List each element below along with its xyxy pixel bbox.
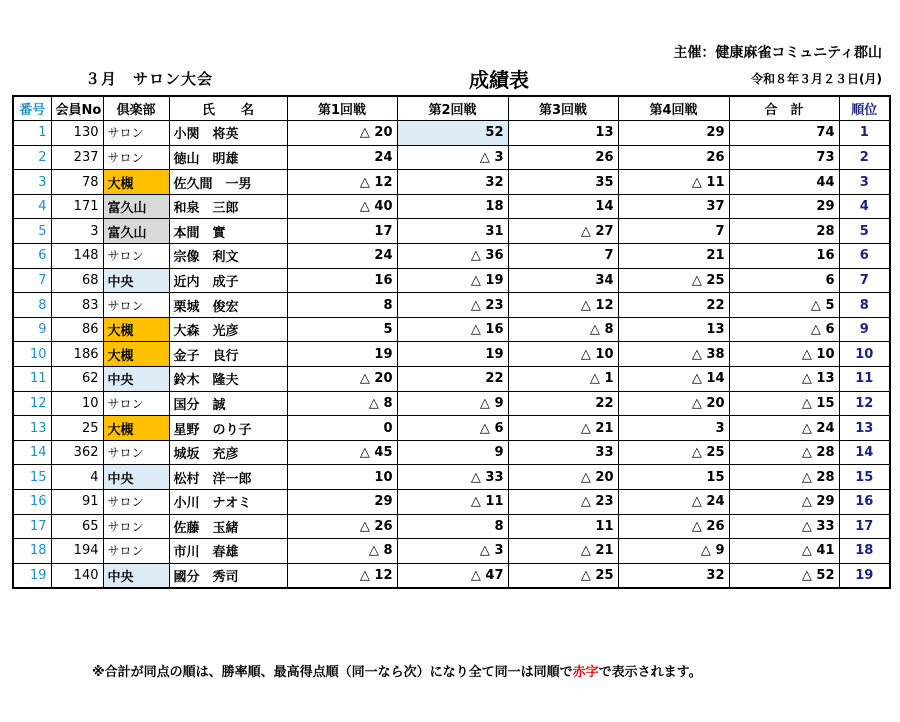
table-row [13,170,890,195]
game-4-score: 3 [618,416,729,441]
rank: 13 [839,416,890,441]
note-red-text: 赤字 [572,665,599,680]
game-2-score: △ 36 [397,244,508,269]
table-row [13,539,890,564]
rank: 19 [839,563,890,588]
game-2-score: 22 [397,367,508,392]
game-4-score: △ 20 [618,391,729,416]
game-3-score: 22 [508,391,618,416]
row-number: 17 [13,514,51,539]
member-number: 65 [51,514,103,539]
game-2-score: △ 33 [397,465,508,490]
club-name: サロン [103,244,169,269]
game-1-score: △ 45 [287,440,397,465]
row-number: 15 [13,465,51,490]
total-score: △ 13 [729,367,839,392]
row-number: 18 [13,539,51,564]
club-name: サロン [103,391,169,416]
club-name: サロン [103,440,169,465]
player-name: 小関 将英 [169,121,287,146]
club-name: 中央 [103,465,169,490]
game-4-score: △ 14 [618,367,729,392]
row-number: 6 [13,244,51,269]
game-3-score: △ 20 [508,465,618,490]
row-number: 12 [13,391,51,416]
table-row [13,317,890,342]
game-4-score: △ 38 [618,342,729,367]
game-3-score: 11 [508,514,618,539]
row-number: 8 [13,293,51,318]
total-score: 44 [729,170,839,195]
rank: 11 [839,367,890,392]
total-score: △ 5 [729,293,839,318]
row-number: 14 [13,440,51,465]
game-1-score: 16 [287,268,397,293]
member-number: 91 [51,490,103,515]
game-4-score: 22 [618,293,729,318]
game-3-score: △ 21 [508,416,618,441]
header-game-1: 第1回戦 [287,96,397,121]
row-number: 3 [13,170,51,195]
member-number: 3 [51,219,103,244]
player-name: 栗城 俊宏 [169,293,287,318]
player-name: 徳山 明雄 [169,145,287,170]
game-2-score: 32 [397,170,508,195]
game-2-score: △ 11 [397,490,508,515]
game-1-score: 10 [287,465,397,490]
game-2-score: 31 [397,219,508,244]
game-2-score: 9 [397,440,508,465]
player-name: 近内 成子 [169,268,287,293]
header-member-no: 会員No [51,96,103,121]
row-number: 19 [13,563,51,588]
member-number: 362 [51,440,103,465]
game-1-score: △ 12 [287,170,397,195]
player-name: 國分 秀司 [169,563,287,588]
club-name: 富久山 [103,219,169,244]
note-text: ※合計が同点の順は、勝率順、最高得点順（同一なら次）になり全て同一は同順で [92,665,573,680]
player-name: 佐久間 一男 [169,170,287,195]
row-number: 1 [13,121,51,146]
member-number: 148 [51,244,103,269]
game-3-score: 13 [508,121,618,146]
club-name: サロン [103,121,169,146]
event-title: ３月 サロン大会 [85,70,214,88]
member-number: 130 [51,121,103,146]
player-name: 宗像 利文 [169,244,287,269]
table-row [13,563,890,588]
game-3-score: △ 8 [508,317,618,342]
header-game-3: 第3回戦 [508,96,618,121]
event-date: 令和８年３月２３日(月) [751,72,882,86]
game-4-score: △ 25 [618,268,729,293]
game-2-score: △ 47 [397,563,508,588]
rank: 8 [839,293,890,318]
row-number: 4 [13,194,51,219]
game-3-score: 34 [508,268,618,293]
game-4-score: 13 [618,317,729,342]
game-4-score: 26 [618,145,729,170]
footer-note [92,661,702,680]
table-row [13,268,890,293]
row-number: 11 [13,367,51,392]
game-1-score: 19 [287,342,397,367]
table-row [13,342,890,367]
header-game-4: 第4回戦 [618,96,729,121]
member-number: 4 [51,465,103,490]
club-name: 中央 [103,367,169,392]
rank: 15 [839,465,890,490]
game-3-score: △ 21 [508,539,618,564]
rank: 6 [839,244,890,269]
table-row [13,440,890,465]
header-total: 合 計 [729,96,839,121]
table-row [13,244,890,269]
table-row [13,293,890,318]
results-body [13,121,890,588]
page-title: 成績表 [469,68,529,92]
rank: 14 [839,440,890,465]
row-number: 16 [13,490,51,515]
table-row [13,391,890,416]
member-number: 10 [51,391,103,416]
game-3-score: 26 [508,145,618,170]
club-name: 中央 [103,563,169,588]
header-game-2: 第2回戦 [397,96,508,121]
game-1-score: 8 [287,293,397,318]
table-row [13,490,890,515]
game-1-score: △ 8 [287,539,397,564]
player-name: 星野 のり子 [169,416,287,441]
row-number: 10 [13,342,51,367]
game-4-score: △ 24 [618,490,729,515]
header-name: 氏 名 [169,96,287,121]
member-number: 25 [51,416,103,441]
game-2-score: 52 [397,121,508,146]
row-number: 7 [13,268,51,293]
game-3-score: △ 12 [508,293,618,318]
club-name: 大槻 [103,416,169,441]
game-2-score: △ 19 [397,268,508,293]
member-number: 68 [51,268,103,293]
rank: 9 [839,317,890,342]
game-3-score: 35 [508,170,618,195]
member-number: 83 [51,293,103,318]
results-table [12,95,891,589]
player-name: 松村 洋一郎 [169,465,287,490]
game-2-score: △ 16 [397,317,508,342]
game-1-score: △ 26 [287,514,397,539]
table-row [13,219,890,244]
total-score: △ 15 [729,391,839,416]
game-4-score: △ 26 [618,514,729,539]
rank: 5 [839,219,890,244]
game-3-score: △ 23 [508,490,618,515]
player-name: 佐藤 玉緒 [169,514,287,539]
club-name: サロン [103,145,169,170]
game-4-score: △ 9 [618,539,729,564]
game-3-score: 7 [508,244,618,269]
header-row [13,96,890,121]
game-3-score: △ 25 [508,563,618,588]
header-club: 倶楽部 [103,96,169,121]
player-name: 国分 誠 [169,391,287,416]
table-row [13,194,890,219]
game-4-score: 37 [618,194,729,219]
table-row [13,145,890,170]
header-rank: 順位 [839,96,890,121]
row-number: 5 [13,219,51,244]
game-3-score: △ 1 [508,367,618,392]
club-name: 富久山 [103,194,169,219]
game-1-score: 5 [287,317,397,342]
player-name: 市川 春雄 [169,539,287,564]
game-1-score: 0 [287,416,397,441]
game-2-score: 8 [397,514,508,539]
game-1-score: 24 [287,244,397,269]
game-2-score: 18 [397,194,508,219]
total-score: 28 [729,219,839,244]
game-3-score: 14 [508,194,618,219]
total-score: 6 [729,268,839,293]
total-score: 16 [729,244,839,269]
rank: 7 [839,268,890,293]
member-number: 194 [51,539,103,564]
table-row [13,121,890,146]
game-1-score: △ 12 [287,563,397,588]
total-score: △ 28 [729,440,839,465]
game-2-score: △ 6 [397,416,508,441]
game-4-score: △ 11 [618,170,729,195]
member-number: 237 [51,145,103,170]
game-1-score: △ 40 [287,194,397,219]
club-name: サロン [103,490,169,515]
total-score: 73 [729,145,839,170]
table-row [13,465,890,490]
total-score: △ 52 [729,563,839,588]
game-4-score: 21 [618,244,729,269]
rank: 16 [839,490,890,515]
total-score: △ 29 [729,490,839,515]
total-score: △ 28 [729,465,839,490]
club-name: サロン [103,539,169,564]
member-number: 62 [51,367,103,392]
game-2-score: △ 3 [397,539,508,564]
player-name: 金子 良行 [169,342,287,367]
game-2-score: △ 3 [397,145,508,170]
rank: 17 [839,514,890,539]
header-number: 番号 [13,96,51,121]
row-number: 9 [13,317,51,342]
note-text-end: で表示されます。 [598,665,702,680]
club-name: サロン [103,514,169,539]
game-1-score: △ 20 [287,367,397,392]
club-name: 大槻 [103,170,169,195]
total-score: △ 6 [729,317,839,342]
total-score: △ 10 [729,342,839,367]
total-score: △ 24 [729,416,839,441]
game-3-score: △ 27 [508,219,618,244]
row-number: 13 [13,416,51,441]
table-row [13,367,890,392]
rank: 18 [839,539,890,564]
game-1-score: 29 [287,490,397,515]
member-number: 171 [51,194,103,219]
game-1-score: 17 [287,219,397,244]
game-4-score: 32 [618,563,729,588]
player-name: 大森 光彦 [169,317,287,342]
game-4-score: 29 [618,121,729,146]
rank: 1 [839,121,890,146]
member-number: 140 [51,563,103,588]
club-name: 大槻 [103,342,169,367]
row-number: 2 [13,145,51,170]
rank: 10 [839,342,890,367]
game-3-score: 33 [508,440,618,465]
member-number: 186 [51,342,103,367]
organizer-label: 主催：健康麻雀コミュニティ郡山 [673,45,882,61]
club-name: サロン [103,293,169,318]
rank: 3 [839,170,890,195]
club-name: 大槻 [103,317,169,342]
game-4-score: 15 [618,465,729,490]
rank: 12 [839,391,890,416]
game-1-score: 24 [287,145,397,170]
player-name: 和泉 三郎 [169,194,287,219]
game-3-score: △ 10 [508,342,618,367]
game-2-score: 19 [397,342,508,367]
table-row [13,416,890,441]
total-score: △ 33 [729,514,839,539]
player-name: 鈴木 隆夫 [169,367,287,392]
total-score: △ 41 [729,539,839,564]
total-score: 29 [729,194,839,219]
game-2-score: △ 9 [397,391,508,416]
game-1-score: △ 20 [287,121,397,146]
game-4-score: △ 25 [618,440,729,465]
club-name: 中央 [103,268,169,293]
member-number: 86 [51,317,103,342]
player-name: 城坂 充彦 [169,440,287,465]
player-name: 本間 實 [169,219,287,244]
player-name: 小川 ナオミ [169,490,287,515]
game-2-score: △ 23 [397,293,508,318]
member-number: 78 [51,170,103,195]
game-4-score: 7 [618,219,729,244]
game-1-score: △ 8 [287,391,397,416]
rank: 2 [839,145,890,170]
total-score: 74 [729,121,839,146]
table-row [13,514,890,539]
rank: 4 [839,194,890,219]
